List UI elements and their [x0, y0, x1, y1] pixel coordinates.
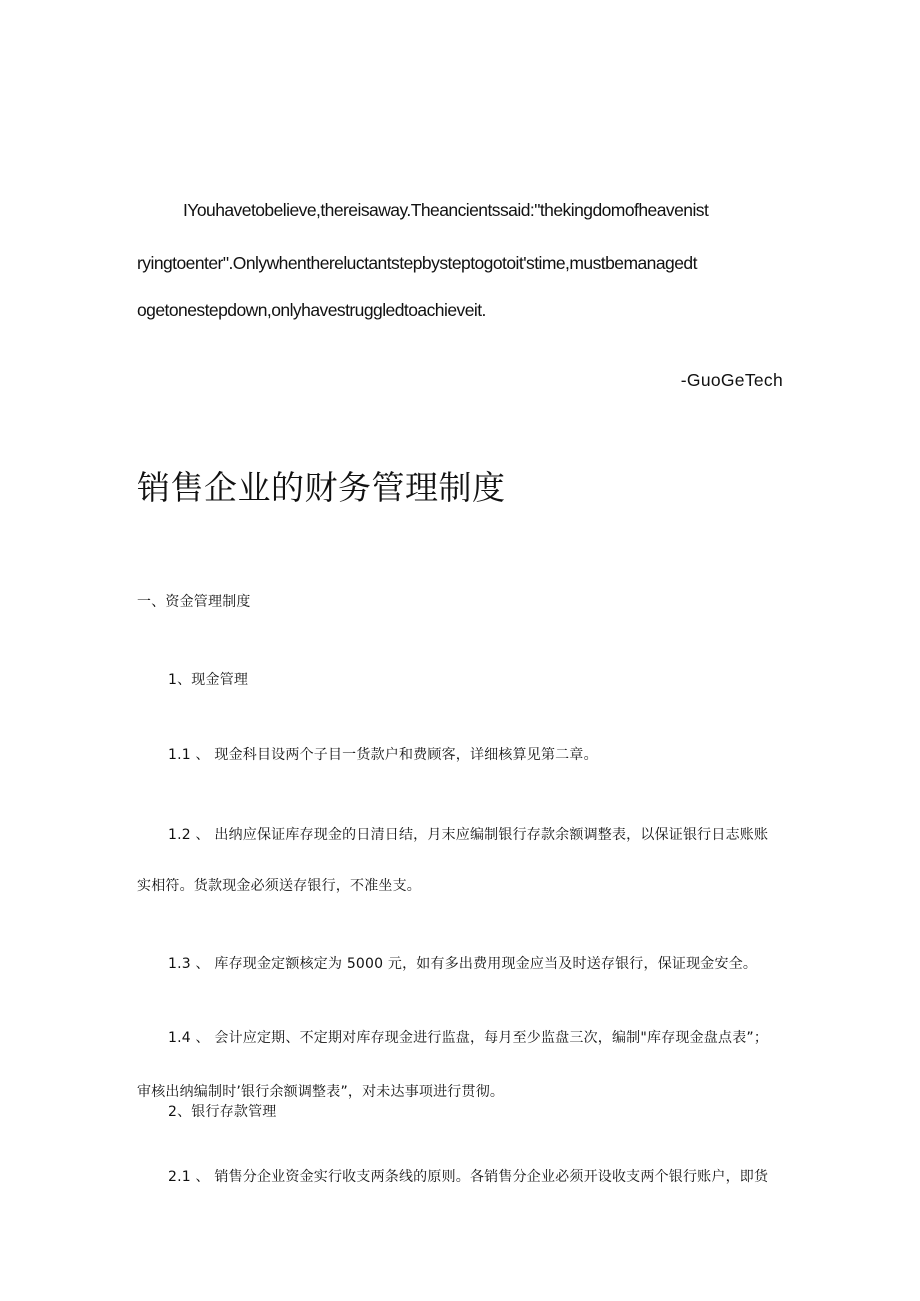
paragraph-1-2-line-1: 1.2 、 出纳应保证库存现金的日清日结，月末应编制银行存款余额调整表，以保证银行日志账账 — [168, 827, 769, 843]
subsection-heading-cash: 1、现金管理 — [168, 672, 249, 688]
paragraph-1-4-line-1: 1.4 、 会计应定期、不定期对库存现金进行监盘，每月至少监盘三次，编制"库存现金盘点表”； — [168, 1030, 769, 1046]
document-title: 销售企业的财务管理制度 — [137, 468, 506, 507]
paragraph-1-2-line-2: 实相符。货款现金必须送存银行，不准坐支。 — [137, 878, 421, 894]
quote-signature: -GuoGeTech — [680, 370, 783, 390]
subsection-heading-bank-deposit: 2、银行存款管理 — [168, 1104, 277, 1120]
paragraph-1-4-line-2: 审核出纳编制时’银行余额调整表”，对未达事项进行贯彻。 — [137, 1084, 505, 1100]
quote-line-1: IYouhavetobelieve,thereisaway.Theancientssaid:"thekingdomofheavenist — [183, 200, 709, 220]
paragraph-1-3: 1.3 、 库存现金定额核定为 5000 元，如有多出费用现金应当及时送存银行，保证现金安全。 — [168, 956, 758, 972]
section-heading-funds: 一、资金管理制度 — [137, 594, 251, 610]
quote-line-3: ogetonestepdown,onlyhavestruggledtoachieveit. — [137, 300, 486, 320]
paragraph-2-1-line-1: 2.1 、 销售分企业资金实行收支两条线的原则。各销售分企业必须开设收支两个银行账户，即货 — [168, 1169, 769, 1185]
quote-line-2: ryingtoenter".Onlywhenthereluctantstepbysteptogotoit'stime,mustbemanagedt — [137, 253, 697, 273]
paragraph-1-1: 1.1 、 现金科目设两个子目一货款户和费顾客，详细核算见第二章。 — [168, 747, 598, 763]
